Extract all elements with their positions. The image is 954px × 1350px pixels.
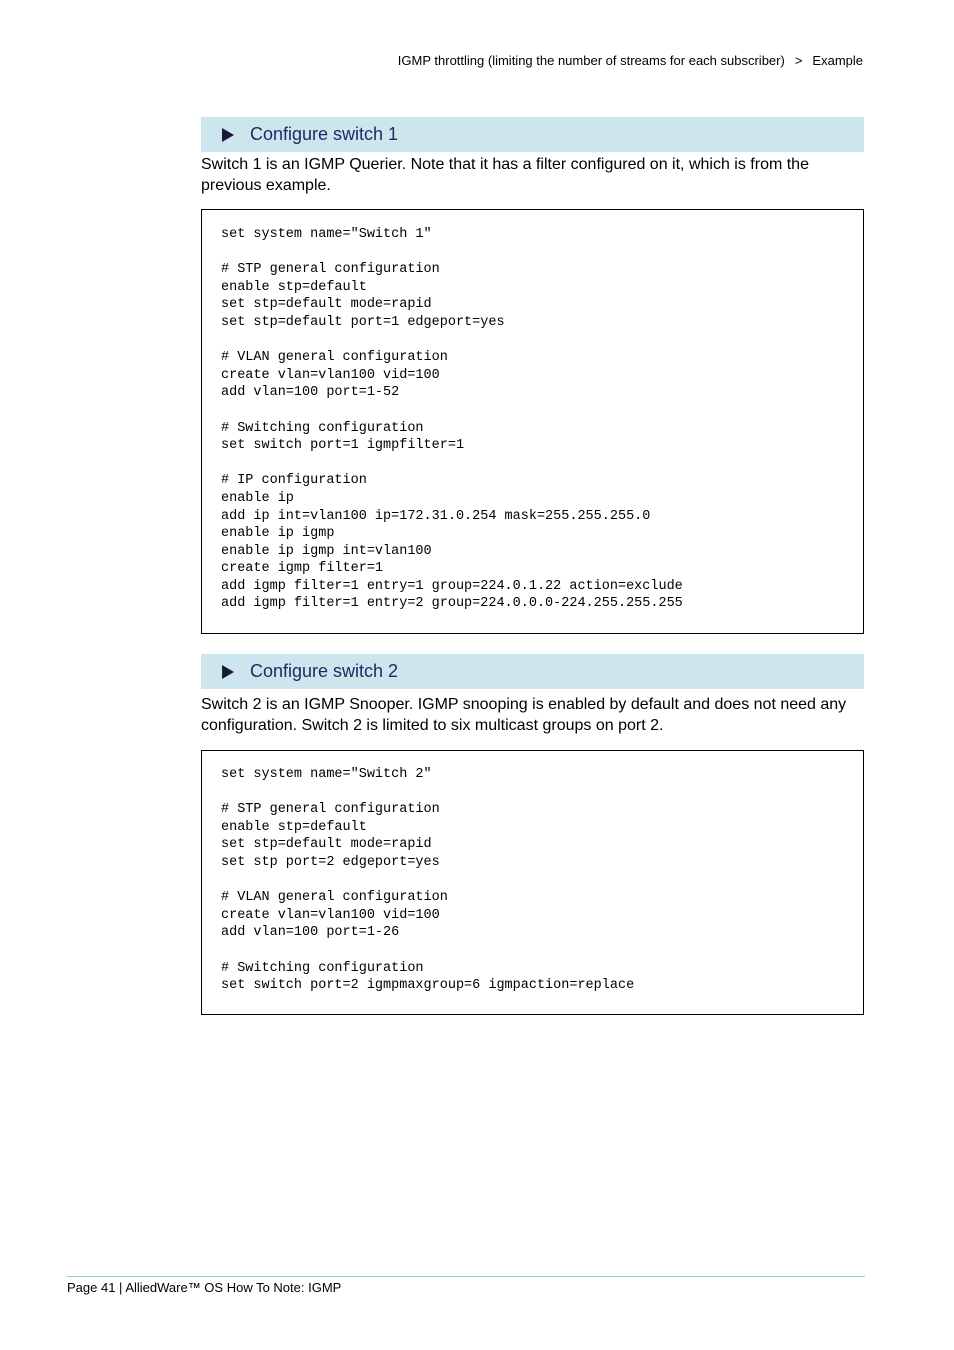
code-block-switch-1 <box>201 209 864 634</box>
breadcrumb-separator: > <box>794 53 803 68</box>
page-footer: Page 41 | AlliedWare™ OS How To Note: IGMP <box>67 1280 342 1295</box>
triangle-right-icon <box>222 128 234 142</box>
config-code: set system name="Switch 2" # STP general configuration enable stp=default set stp=default mode=rapid set stp port=2 edgeport=yes # VLAN general configuration create vlan=vlan100 vid=100 add vlan=100 port=1-26 # Switching configuration set switch port=2 igmpmaxgroup=6 igmpaction=replace <box>221 767 635 994</box>
section-heading-bar-switch-1 <box>201 117 864 152</box>
section-heading: Configure switch 1 <box>250 124 399 144</box>
breadcrumb-page: Example <box>812 53 863 68</box>
footer-divider <box>67 1276 865 1277</box>
breadcrumb <box>398 53 863 68</box>
section-description: Switch 2 is an IGMP Snooper. IGMP snooping is enabled by default and does not need any configuration. Switch 2 is limited to six multicast groups on port 2. <box>201 696 847 734</box>
section-description: Switch 1 is an IGMP Querier. Note that it has a filter configured on it, which is from the previous example. <box>201 156 809 194</box>
config-code: set system name="Switch 1" # STP general configuration enable stp=default set stp=default mode=rapid set stp=default port=1 edgeport=yes # VLAN general configuration create vlan=vlan100 vid=100 add vlan=100 port=1-52 # Switching configuration set switch port=1 igmpfilter=1 # IP configuration enable ip add ip int=vlan100 ip=172.31.0.254 mask=255.255.255.0 enable ip igmp enable ip igmp int=vlan100 create igmp filter=1 add igmp filter=1 entry=1 group=224.0.1.22 action=exclude add igmp filter=1 entry=2 group=224.0.0.0-224.255.255.255 <box>221 227 683 612</box>
triangle-right-icon <box>222 665 234 679</box>
section-heading-bar-switch-2 <box>201 654 864 689</box>
breadcrumb-section: IGMP throttling (limiting the number of streams for each subscriber) <box>397 53 785 68</box>
section-heading: Configure switch 2 <box>250 661 399 681</box>
code-block-switch-2 <box>201 750 864 1015</box>
